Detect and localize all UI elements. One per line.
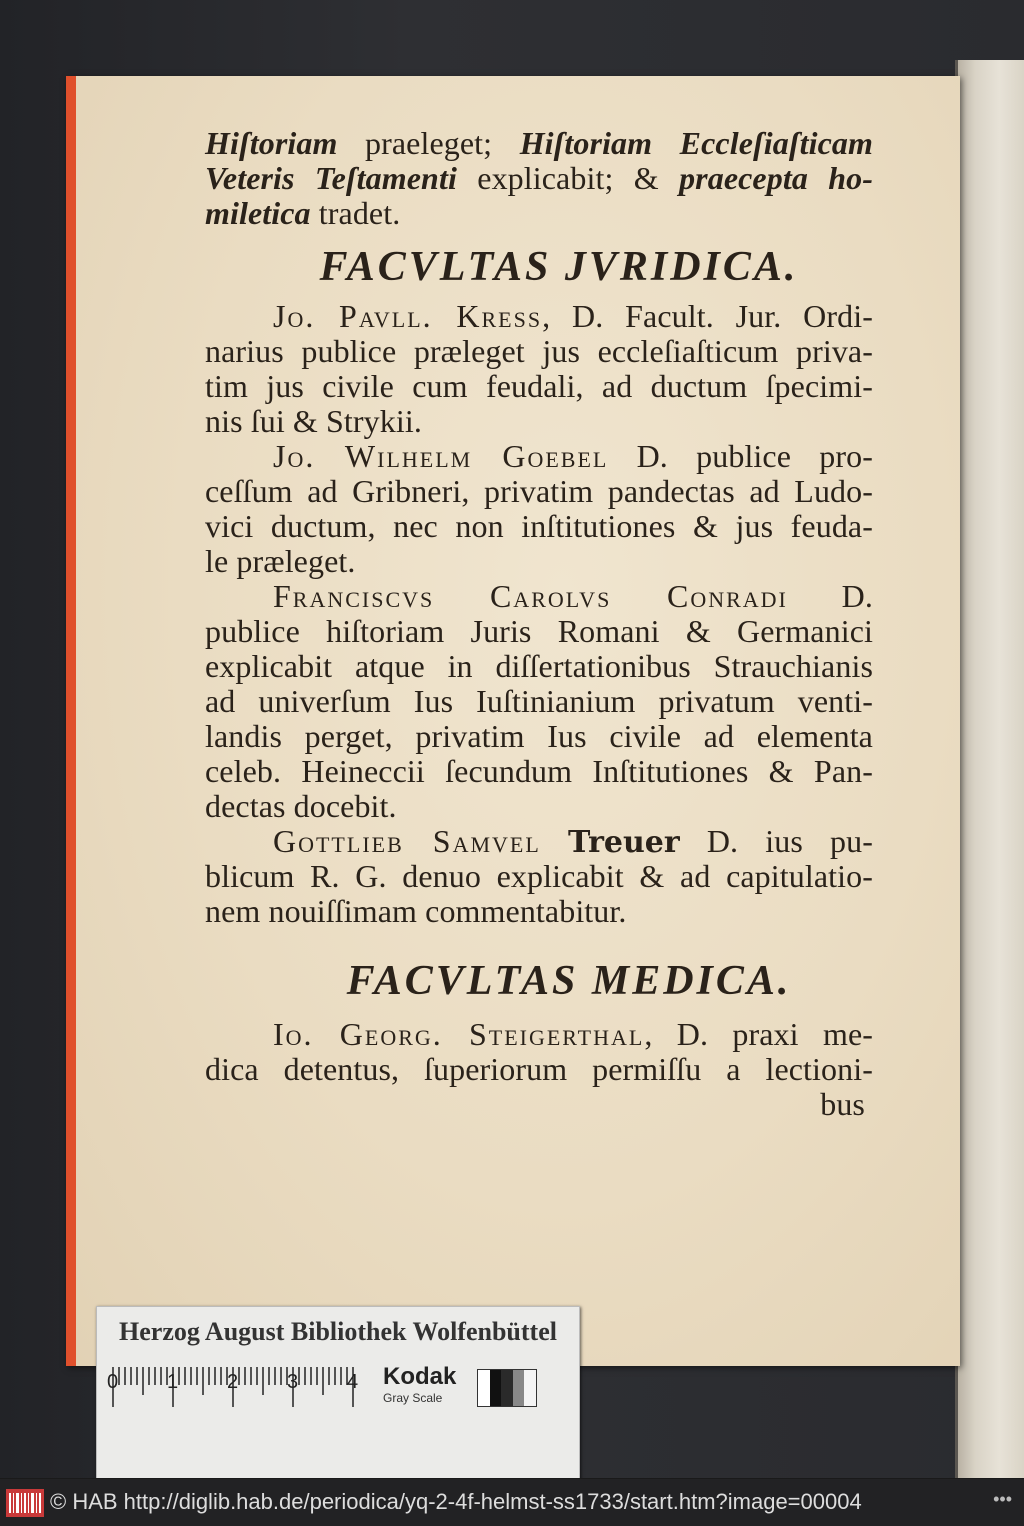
text-run: Franciscvs Carolvs Conradi <box>273 578 788 614</box>
text-run: vici ductum, nec non inſtitutiones & jus feuda- <box>205 508 873 544</box>
text-run: ad univerſum Ius Iuſtinianium privatum venti- <box>205 683 873 719</box>
text-run: celeb. Heineccii ſecundum Inſtitutiones & Pan- <box>205 753 873 789</box>
ruler-number: 3 <box>287 1371 299 1393</box>
juridica-section <box>205 299 873 929</box>
text-run: Treuer <box>567 825 680 860</box>
text-line <box>205 824 873 859</box>
text-line <box>205 404 873 439</box>
gray-swatch <box>513 1370 525 1406</box>
text-line <box>205 614 873 649</box>
text-run: publice hiſtoriam Juris Romani & Germanici <box>205 613 873 649</box>
text-line <box>205 1017 873 1052</box>
text-run: D. <box>787 578 873 614</box>
text-run: Jo. Wilhelm Goebel <box>273 438 609 474</box>
text-line <box>205 369 873 404</box>
gray-swatch <box>501 1370 513 1406</box>
text-run: , D. Facult. Jur. Ordi- <box>542 298 873 334</box>
ruler-number: 1 <box>167 1371 179 1393</box>
gray-swatch <box>490 1370 502 1406</box>
text-run: miletica <box>205 195 311 231</box>
text-line <box>205 859 873 894</box>
text-run: dica detentus, ſuperiorum permiſſu a lectioni- <box>205 1051 873 1087</box>
copyright-url[interactable]: © HAB http://diglib.hab.de/periodica/yq-2-4f-helmst-ss1733/start.htm?image=00004 <box>50 1489 862 1514</box>
text-run: explicabit; & <box>456 160 680 196</box>
ruler-number: 2 <box>227 1371 239 1393</box>
gray-swatch <box>478 1370 490 1406</box>
heading-facultas-medica: FACVLTAS MEDICA. <box>346 958 792 1004</box>
text-line <box>205 439 873 474</box>
text-line <box>205 334 873 369</box>
ruler-number: 0 <box>107 1371 119 1393</box>
text-run: Veteris Teſtamenti <box>205 160 457 196</box>
facing-page-edge <box>955 60 1024 1500</box>
gray-scale-swatches <box>477 1369 537 1407</box>
text-run: dectas docebit. <box>205 788 397 824</box>
catchword: bus <box>820 1086 865 1122</box>
text-line <box>205 126 873 161</box>
text-run: praeleget; <box>337 125 520 161</box>
text-line <box>205 474 873 509</box>
text-run: Io. Georg. Steigerthal <box>273 1016 645 1052</box>
text-line <box>205 649 873 684</box>
kodak-logo: Kodak <box>383 1363 457 1390</box>
text-line <box>205 1052 873 1087</box>
gray-swatch <box>524 1370 536 1406</box>
text-run: tim jus civile cum feudali, ad ductum ſpecimi- <box>205 368 873 404</box>
text-run: Hiſtoriam <box>205 125 338 161</box>
text-run: Hiſtoriam Eccleſiaſticam <box>519 125 874 161</box>
text-line <box>205 509 873 544</box>
text-run: D. publice pro- <box>608 438 873 474</box>
text-run: Gottlieb Samvel <box>273 823 541 859</box>
top-paragraph <box>205 126 873 231</box>
text-run: ceſſum ad Gribneri, privatim pandectas ad Ludo- <box>205 473 873 509</box>
gray-scale-label: Gray Scale <box>383 1391 443 1405</box>
viewer-footer <box>0 1478 1024 1526</box>
text-line <box>205 579 873 614</box>
text-run: praecepta ho- <box>679 160 873 196</box>
text-run: Jo. Pavll. Kress <box>273 298 543 334</box>
text-line <box>205 789 873 824</box>
text-line <box>205 196 873 231</box>
text-run: tradet. <box>310 195 401 231</box>
text-line <box>205 719 873 754</box>
text-run: landis perget, privatim Ius civile ad elementa <box>205 718 873 754</box>
color-target-card <box>96 1306 580 1486</box>
text-run <box>541 823 568 859</box>
text-line <box>205 544 873 579</box>
page-text <box>205 126 873 1122</box>
text-run: nis ſui & Strykii. <box>205 403 422 439</box>
text-line <box>205 299 873 334</box>
text-run: nem nouiſſimam commentabitur. <box>205 893 627 929</box>
text-line <box>205 754 873 789</box>
library-name: Herzog August Bibliothek Wolfenbüttel <box>119 1317 557 1346</box>
ruler-number: 4 <box>347 1371 359 1393</box>
medica-section <box>205 1017 873 1087</box>
text-run: , D. praxi me- <box>644 1016 874 1052</box>
heading-facultas-juridica: FACVLTAS JVRIDICA. <box>319 244 799 290</box>
text-line <box>205 894 873 929</box>
text-run: blicum R. G. denuo explicabit & ad capitulatio- <box>205 858 873 894</box>
text-line <box>205 684 873 719</box>
text-line <box>205 161 873 196</box>
barcode-icon <box>6 1489 44 1517</box>
text-run: explicabit atque in diſſertationibus Strauchianis <box>205 648 873 684</box>
more-icon[interactable]: ••• <box>993 1489 1012 1509</box>
text-run: D. ius pu- <box>679 823 873 859</box>
text-run: narius publice præleget jus eccleſiaſticum priva- <box>205 333 873 369</box>
text-run: le præleget. <box>205 543 356 579</box>
